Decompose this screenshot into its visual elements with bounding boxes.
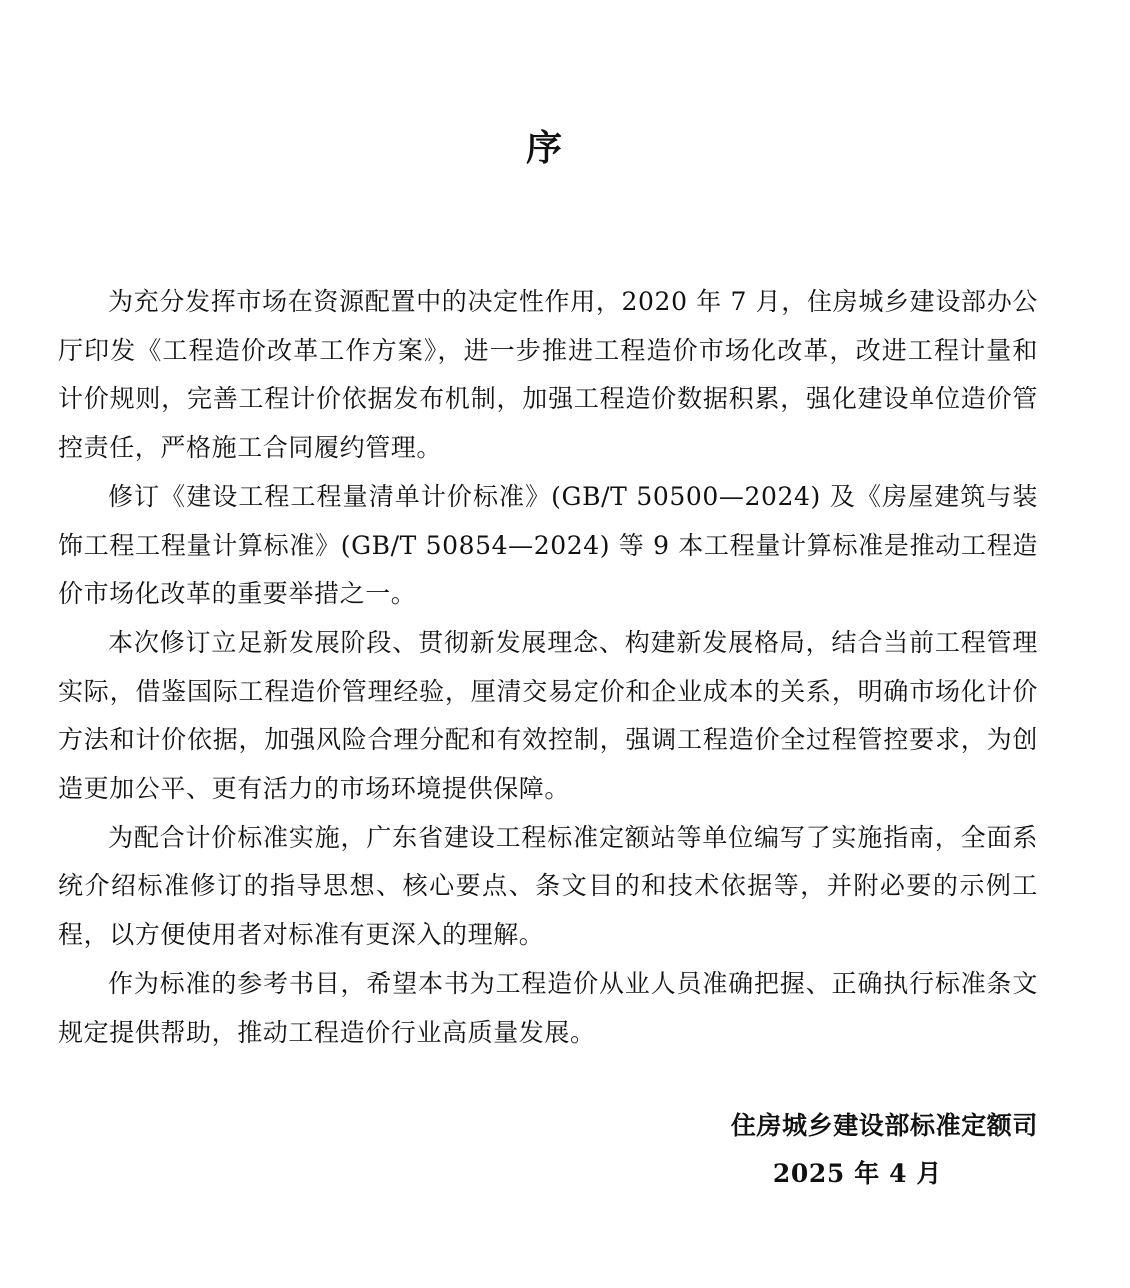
- paragraph-3: 本次修订立足新发展阶段、贯彻新发展理念、构建新发展格局，结合当前工程管理实际，借鉴国际工程造价管理经验，厘清交易定价和企业成本的关系，明确市场化计价方法和计价依据，加强风险合理分配和有效控制，强调工程造价全过程管控要求，为创造更加公平、更有活力的市场环境提供保障。: [58, 627, 1038, 804]
- paragraph-5: 作为标准的参考书目，希望本书为工程造价从业人员准确把握、正确执行标准条文规定提供帮助，推动工程造价行业高质量发展。: [58, 968, 1038, 1047]
- paragraph-4: 为配合计价标准实施，广东省建设工程标准定额站等单位编写了实施指南，全面系统介绍标准修订的指导思想、核心要点、条文目的和技术依据等，并附必要的示例工程，以方便使用者对标准有更深入的理解。: [58, 822, 1038, 950]
- signature-block: [580, 1102, 1038, 1198]
- preface-body: [58, 278, 1038, 1057]
- signature-organization: 住房城乡建设部标准定额司: [730, 1111, 1038, 1140]
- paragraph-2: 修订《建设工程工程量清单计价标准》(GB/T 50500—2024) 及《房屋建筑与装饰工程工程量计算标准》(GB/T 50854—2024) 等 9 本工程量计算标准是推动工程造价市场化改革的重要举措之一。: [58, 481, 1038, 609]
- page-title: 序: [525, 127, 564, 169]
- signature-date: 2025 年 4 月: [772, 1159, 942, 1188]
- paragraph-1: 为充分发挥市场在资源配置中的决定性作用，2020 年 7 月，住房城乡建设部办公厅印发《工程造价改革工作方案》，进一步推进工程造价市场化改革，改进工程计量和计价规则，完善工程计价依据发布机制，加强工程造价数据积累，强化建设单位造价管控责任，严格施工合同履约管理。: [58, 287, 1038, 463]
